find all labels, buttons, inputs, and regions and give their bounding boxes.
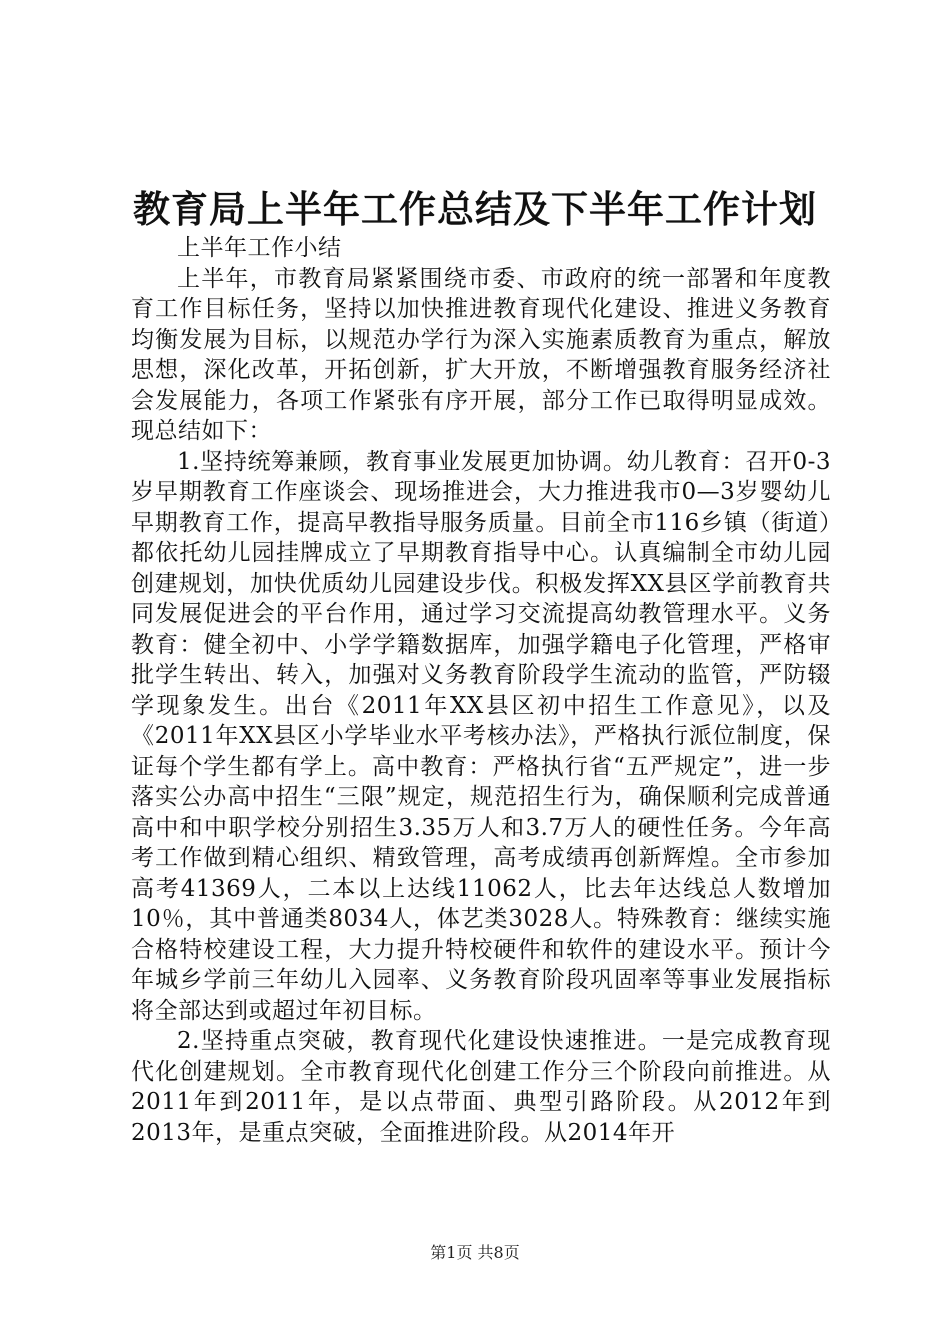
paragraph-item-2: 2.坚持重点突破，教育现代化建设快速推进。一是完成教育现代化创建规划。全市教育现代化创建工作分三个阶段向前推进。从2011年到2011年，是以点带面、典型引路阶段。从2012年到2013年，是重点突破，全面推进阶段。从2014年开	[131, 1028, 831, 1146]
page-number-footer: 第1页 共8页	[430, 1243, 520, 1262]
paragraph-item-1: 1.坚持统筹兼顾，教育事业发展更加协调。幼儿教育：召开0-3岁早期教育工作座谈会、现场推进会，大力推进我市0—3岁婴幼儿早期教育工作，提高早教指导服务质量。目前全市116乡镇（街道）都依托幼儿园挂牌成立了早期教育指导中心。认真编制全市幼儿园创建规划，加快优质幼儿园建设步伐。积极发挥XX县区学前教育共同发展促进会的平台作用，通过学习交流提高幼教管理水平。义务教育：健全初中、小学学籍数据库，加强学籍电子化管理，严格审批学生转出、转入，加强对义务教育阶段学生流动的监管，严防辍学现象发生。出台《2011年XX县区初中招生工作意见》，以及《2011年XX县区小学毕业水平考核办法》，严格执行派位制度，保证每个学生都有学上。高中教育：严格执行省“五严规定”，进一步落实公办高中招生“三限”规定，规范招生行为，确保顺利完成普通高中和中职学校分别招生3.35万人和3.7万人的硬性任务。今年高考工作做到精心组织、精致管理，高考成绩再创新辉煌。全市参加高考41369人，二本以上达线11062人，比去年达线总人数增加10％，其中普通类8034人，体艺类3028人。特殊教育：继续实施合格特校建设工程，大力提升特校硬件和软件的建设水平。预计今年城乡学前三年幼儿入园率、义务教育阶段巩固率等事业发展指标将全部达到或超过年初目标。	[131, 448, 831, 1024]
document-title: 教育局上半年工作总结及下半年工作计划	[133, 188, 817, 231]
document-body	[131, 233, 831, 1148]
paragraph-intro: 上半年，市教育局紧紧围绕市委、市政府的统一部署和年度教育工作目标任务，坚持以加快推进教育现代化建设、推进义务教育均衡发展为目标，以规范办学行为深入实施素质教育为重点，解放思想，深化改革，开拓创新，扩大开放，不断增强教育服务经济社会发展能力，各项工作紧张有序开展，部分工作已取得明显成效。现总结如下：	[131, 265, 831, 444]
section-heading: 上半年工作小结	[177, 235, 342, 261]
